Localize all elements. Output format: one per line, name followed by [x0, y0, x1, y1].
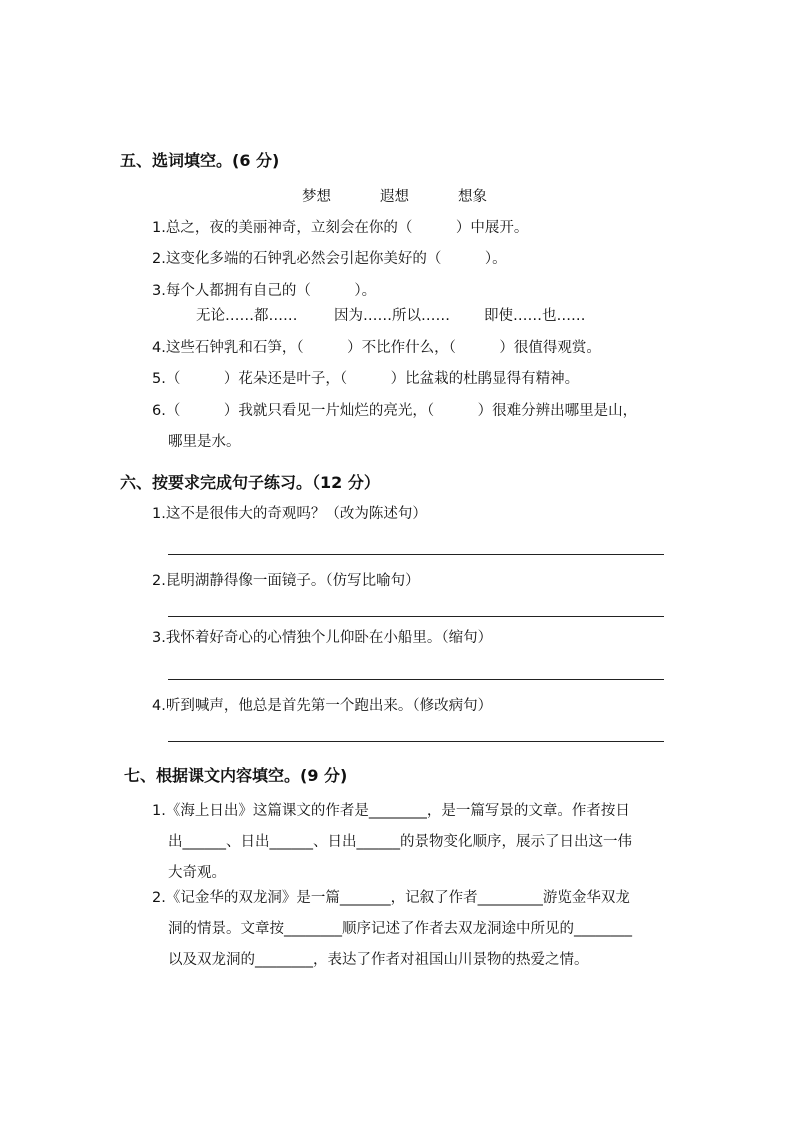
s5-question-4: 4.这些石钟乳和石笋，（ ）不比作什么，（ ）很值得观赏。: [152, 340, 601, 356]
s6-question-3: 3.我怀着好奇心的心情独个儿仰卧在小船里。（缩句）: [152, 630, 493, 646]
s7-question-2-line1: 2.《记金华的双龙洞》是一篇_______，记叙了作者_________游览金华双龙: [152, 890, 630, 906]
s7-question-1-line1: 1.《海上日出》这篇课文的作者是________，是一篇写景的文章。作者按日: [152, 803, 630, 819]
s6-question-4: 4.听到喊声，他总是首先第一个跑出来。（修改病句）: [152, 698, 493, 714]
section5-title: 五、选词填空。(6 分): [120, 151, 280, 170]
wordbank1-item-1: 梦想: [302, 189, 331, 205]
wordbank2-item-2: 因为……所以……: [334, 308, 450, 324]
s7-question-2-line2: 洞的情景。文章按________顺序记述了作者去双龙洞途中所见的________: [168, 921, 632, 937]
s6-question-1: 1.这不是很伟大的奇观吗？（改为陈述句）: [152, 506, 427, 522]
s7-question-1-line3: 大奇观。: [168, 865, 226, 881]
s5-question-6-line1: 6.（ ）我就只看见一片灿烂的亮光，（ ）很难分辨出哪里是山，: [152, 403, 638, 419]
wordbank1-item-3: 想象: [458, 189, 487, 205]
wordbank1-item-2: 遐想: [380, 189, 409, 205]
s7-question-1-line2: 出______、日出______、日出______的景物变化顺序，展示了日出这一伟: [168, 834, 632, 850]
section7-title: 七、根据课文内容填空。(9 分): [124, 766, 348, 785]
s5-question-1: 1.总之，夜的美丽神奇，立刻会在你的（ ）中展开。: [152, 220, 529, 236]
wordbank2-item-1: 无论……都……: [196, 308, 298, 324]
s5-question-3: 3.每个人都拥有自己的（ ）。: [152, 283, 377, 299]
s5-question-6-line2: 哪里是水。: [168, 434, 241, 450]
answer-line-4[interactable]: [168, 741, 664, 742]
answer-line-3[interactable]: [168, 679, 664, 680]
s7-question-2-line3: 以及双龙洞的________，表达了作者对祖国山川景物的热爱之情。: [168, 952, 589, 968]
s5-question-2: 2.这变化多端的石钟乳必然会引起你美好的（ ）。: [152, 251, 507, 267]
s5-question-5: 5.（ ）花朵还是叶子，（ ）比盆栽的杜鹃显得有精神。: [152, 371, 580, 387]
wordbank2-item-3: 即使……也……: [484, 308, 586, 324]
s6-question-2: 2.昆明湖静得像一面镜子。（仿写比喻句）: [152, 573, 420, 589]
answer-line-1[interactable]: [168, 554, 664, 555]
section6-title: 六、按要求完成句子练习。（12 分）: [120, 473, 380, 492]
answer-line-2[interactable]: [168, 616, 664, 617]
